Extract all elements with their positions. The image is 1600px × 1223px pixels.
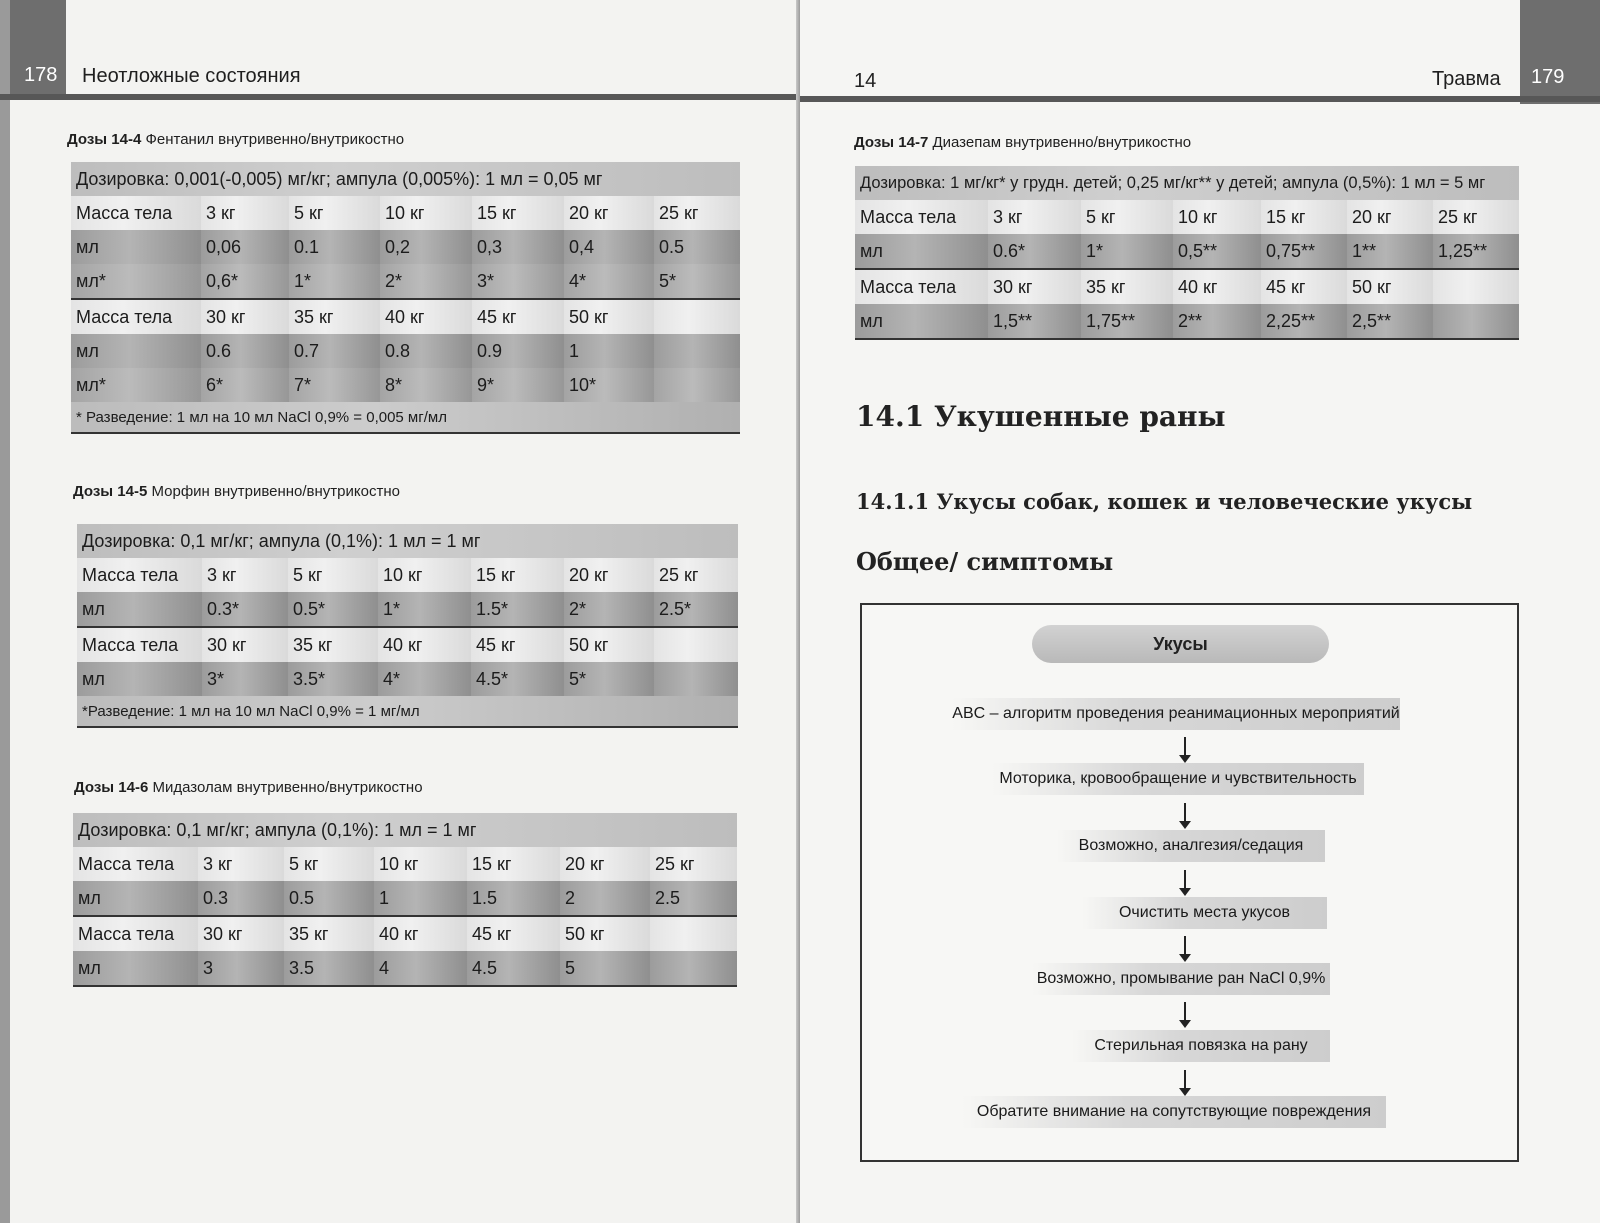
row-label-cell: Масса тела: [73, 847, 198, 881]
flowchart-arrow: [1184, 803, 1186, 823]
ml-row: [77, 592, 738, 627]
row-label-cell: мл: [73, 881, 198, 916]
value-cell: 2.5: [650, 881, 737, 916]
value-cell: 2,5**: [1347, 304, 1433, 339]
top-margin-shade-left: [0, 0, 10, 1223]
table-title-14-6: [74, 779, 423, 796]
ml-row: [71, 334, 740, 368]
value-cell: 2*: [380, 264, 472, 299]
page-number-right: 179: [1531, 66, 1565, 88]
header-rule-right: [800, 96, 1600, 102]
value-cell: 3.5*: [288, 662, 378, 696]
flowchart-step-dressing: Стерильная повязка на рану: [1072, 1030, 1330, 1062]
value-cell: 25 кг: [654, 196, 740, 230]
flowchart-arrow: [1184, 1002, 1186, 1022]
flowchart-arrow: [1184, 936, 1186, 956]
table-title-14-7: [854, 134, 1191, 151]
footnote-row: [71, 402, 740, 433]
value-cell: 0,75**: [1261, 234, 1347, 269]
value-cell: 15 кг: [471, 558, 564, 592]
mass-row: [855, 269, 1519, 304]
value-cell: [654, 368, 740, 402]
value-cell: 5 кг: [284, 847, 374, 881]
row-label-cell: мл: [855, 304, 988, 339]
value-cell: 3*: [472, 264, 564, 299]
value-cell: 10 кг: [1173, 200, 1261, 234]
dilution-note: * Разведение: 1 мл на 10 мл NaCl 0,9% = 0,005 мг/мл: [71, 402, 740, 433]
value-cell: 1**: [1347, 234, 1433, 269]
value-cell: 40 кг: [374, 916, 467, 951]
running-head-left: Неотложные состояния: [82, 65, 301, 87]
value-cell: 3 кг: [201, 196, 289, 230]
flowchart-step-clean: Очистить места укусов: [1082, 897, 1327, 929]
value-cell: 3.5: [284, 951, 374, 986]
value-cell: 0.6*: [988, 234, 1081, 269]
value-cell: 45 кг: [472, 299, 564, 334]
value-cell: 0.5: [284, 881, 374, 916]
value-cell: 0,5**: [1173, 234, 1261, 269]
ml-row: [855, 304, 1519, 339]
subsection-heading: 14.1.1 Укусы собак, кошек и человеческие укусы: [856, 489, 1473, 514]
footnote-row: [77, 696, 738, 727]
dosage-row: [71, 162, 740, 196]
value-cell: [654, 662, 738, 696]
flowchart-step-injuries: Обратите внимание на сопутствующие повреждения: [962, 1096, 1386, 1128]
value-cell: 40 кг: [378, 627, 471, 662]
row-label-cell: Масса тела: [77, 558, 202, 592]
value-cell: 10 кг: [380, 196, 472, 230]
table-caption: Мидазолам внутривенно/внутрикостно: [152, 779, 423, 796]
flowchart-title: Укусы: [1032, 625, 1329, 663]
value-cell: 4.5*: [471, 662, 564, 696]
row-label-cell: мл*: [71, 368, 201, 402]
table-title-14-5: [73, 483, 400, 500]
value-cell: 3 кг: [198, 847, 284, 881]
page-number-left: 178: [24, 64, 58, 86]
flowchart-step-analgesia: Возможно, аналгезия/седация: [1057, 830, 1325, 862]
value-cell: 1,5**: [988, 304, 1081, 339]
value-cell: 2,25**: [1261, 304, 1347, 339]
value-cell: 1: [374, 881, 467, 916]
header-rule-left: [0, 94, 800, 100]
dosage-text: Дозировка: 0,1 мг/кг; ампула (0,1%): 1 мл = 1 мг: [77, 524, 738, 558]
table-label: Дозы 14-6: [74, 779, 149, 796]
value-cell: 8*: [380, 368, 472, 402]
value-cell: 25 кг: [650, 847, 737, 881]
value-cell: 1.5*: [471, 592, 564, 627]
value-cell: 0,3: [472, 230, 564, 264]
value-cell: 5 кг: [288, 558, 378, 592]
value-cell: 0,6*: [201, 264, 289, 299]
value-cell: 35 кг: [1081, 269, 1173, 304]
value-cell: 0,4: [564, 230, 654, 264]
table-caption: Диазепам внутривенно/внутрикостно: [932, 134, 1192, 151]
row-label-cell: Масса тела: [855, 200, 988, 234]
value-cell: 15 кг: [472, 196, 564, 230]
row-label-cell: Масса тела: [71, 196, 201, 230]
dosage-row: [73, 813, 737, 847]
row-label-cell: мл: [855, 234, 988, 269]
value-cell: 0.9: [472, 334, 564, 368]
flowchart-arrow: [1184, 737, 1186, 757]
value-cell: 35 кг: [288, 627, 378, 662]
value-cell: 0,2: [380, 230, 472, 264]
value-cell: 50 кг: [564, 299, 654, 334]
value-cell: 0.7: [289, 334, 380, 368]
value-cell: 20 кг: [564, 558, 654, 592]
value-cell: 5*: [564, 662, 654, 696]
flowchart-step-motor: Моторика, кровообращение и чувствительность: [992, 763, 1364, 795]
value-cell: 10*: [564, 368, 654, 402]
value-cell: 3*: [202, 662, 288, 696]
value-cell: 6*: [201, 368, 289, 402]
value-cell: 0.5*: [288, 592, 378, 627]
mass-row: [71, 299, 740, 334]
value-cell: 30 кг: [202, 627, 288, 662]
dose-table-14-7: [855, 166, 1519, 340]
value-cell: 3: [198, 951, 284, 986]
table-caption: Фентанил внутривенно/внутрикостно: [145, 131, 405, 148]
table-title-14-4: [67, 131, 404, 148]
section-heading: 14.1 Укушенные раны: [856, 400, 1226, 433]
value-cell: 30 кг: [201, 299, 289, 334]
dose-table-14-5: [77, 524, 738, 728]
row-label-cell: мл: [77, 592, 202, 627]
value-cell: 4.5: [467, 951, 560, 986]
value-cell: 1*: [289, 264, 380, 299]
table-label: Дозы 14-5: [73, 483, 148, 500]
value-cell: [654, 627, 738, 662]
flowchart-step-abc: ABC – алгоритм проведения реанимационных мероприятий: [952, 698, 1400, 730]
ml-row: [77, 662, 738, 696]
ml-diluted-row: [71, 264, 740, 299]
value-cell: 0.5: [654, 230, 740, 264]
value-cell: 30 кг: [988, 269, 1081, 304]
value-cell: 4*: [378, 662, 471, 696]
dosage-text: Дозировка: 1 мг/кг* у грудн. детей; 0,25 мг/кг** у детей; ампула (0,5%): 1 мл = 5 мг: [855, 166, 1519, 200]
flowchart-step-irrigation: Возможно, промывание ран NaCl 0,9%: [1032, 963, 1330, 995]
dilution-note: *Разведение: 1 мл на 10 мл NaCl 0,9% = 1 мг/мл: [77, 696, 738, 727]
dose-table-14-4: [71, 162, 740, 434]
row-label-cell: мл: [71, 334, 201, 368]
dose-table-14-6: [73, 813, 737, 987]
chapter-number: 14: [854, 70, 877, 92]
value-cell: [654, 334, 740, 368]
value-cell: 30 кг: [198, 916, 284, 951]
ml-row: [73, 881, 737, 916]
dosage-row: [855, 166, 1519, 200]
value-cell: 3 кг: [988, 200, 1081, 234]
value-cell: [1433, 269, 1519, 304]
subsubsection-heading: Общее/ симптомы: [856, 547, 1114, 576]
value-cell: 1*: [1081, 234, 1173, 269]
value-cell: 45 кг: [467, 916, 560, 951]
row-label-cell: мл*: [71, 264, 201, 299]
bites-flowchart: [860, 603, 1519, 1162]
value-cell: [650, 916, 737, 951]
value-cell: 2: [560, 881, 650, 916]
dosage-text: Дозировка: 0,001(-0,005) мг/кг; ампула (0,005%): 1 мл = 0,05 мг: [71, 162, 740, 196]
value-cell: [1433, 304, 1519, 339]
value-cell: 5 кг: [1081, 200, 1173, 234]
value-cell: 0,06: [201, 230, 289, 264]
value-cell: 20 кг: [564, 196, 654, 230]
dosage-text: Дозировка: 0,1 мг/кг; ампула (0,1%): 1 мл = 1 мг: [73, 813, 737, 847]
value-cell: 40 кг: [380, 299, 472, 334]
value-cell: 9*: [472, 368, 564, 402]
value-cell: 25 кг: [654, 558, 738, 592]
value-cell: 20 кг: [1347, 200, 1433, 234]
dosage-row: [77, 524, 738, 558]
value-cell: 2.5*: [654, 592, 738, 627]
ml-row: [71, 230, 740, 264]
row-label-cell: Масса тела: [73, 916, 198, 951]
value-cell: 1.5: [467, 881, 560, 916]
value-cell: [650, 951, 737, 986]
row-label-cell: Масса тела: [855, 269, 988, 304]
value-cell: 25 кг: [1433, 200, 1519, 234]
mass-row: [71, 196, 740, 230]
value-cell: 4*: [564, 264, 654, 299]
value-cell: 40 кг: [1173, 269, 1261, 304]
row-label-cell: мл: [73, 951, 198, 986]
mass-row: [77, 627, 738, 662]
row-label-cell: Масса тела: [71, 299, 201, 334]
row-label-cell: Масса тела: [77, 627, 202, 662]
value-cell: 35 кг: [289, 299, 380, 334]
value-cell: 5 кг: [289, 196, 380, 230]
table-label: Дозы 14-7: [854, 134, 929, 151]
ml-row: [73, 951, 737, 986]
table-label: Дозы 14-4: [67, 131, 142, 148]
value-cell: 1,25**: [1433, 234, 1519, 269]
value-cell: 0.3*: [202, 592, 288, 627]
flowchart-arrow: [1184, 1070, 1186, 1090]
value-cell: 50 кг: [560, 916, 650, 951]
value-cell: 50 кг: [1347, 269, 1433, 304]
value-cell: 5*: [654, 264, 740, 299]
value-cell: [654, 299, 740, 334]
value-cell: 50 кг: [564, 627, 654, 662]
ml-row: [855, 234, 1519, 269]
value-cell: 4: [374, 951, 467, 986]
value-cell: 2**: [1173, 304, 1261, 339]
mass-row: [73, 847, 737, 881]
running-head-right: Травма: [1432, 68, 1501, 90]
value-cell: 0.3: [198, 881, 284, 916]
mass-row: [855, 200, 1519, 234]
value-cell: 15 кг: [1261, 200, 1347, 234]
value-cell: 7*: [289, 368, 380, 402]
value-cell: 45 кг: [1261, 269, 1347, 304]
value-cell: 35 кг: [284, 916, 374, 951]
flowchart-arrow: [1184, 870, 1186, 890]
mass-row: [77, 558, 738, 592]
value-cell: 10 кг: [378, 558, 471, 592]
mass-row: [73, 916, 737, 951]
value-cell: 3 кг: [202, 558, 288, 592]
table-caption: Морфин внутривенно/внутрикостно: [151, 483, 400, 500]
value-cell: 20 кг: [560, 847, 650, 881]
value-cell: 1: [564, 334, 654, 368]
ml-diluted-row: [71, 368, 740, 402]
value-cell: 2*: [564, 592, 654, 627]
row-label-cell: мл: [71, 230, 201, 264]
row-label-cell: мл: [77, 662, 202, 696]
value-cell: 0.1: [289, 230, 380, 264]
value-cell: 15 кг: [467, 847, 560, 881]
value-cell: 45 кг: [471, 627, 564, 662]
value-cell: 1,75**: [1081, 304, 1173, 339]
value-cell: 1*: [378, 592, 471, 627]
value-cell: 5: [560, 951, 650, 986]
value-cell: 0.8: [380, 334, 472, 368]
value-cell: 10 кг: [374, 847, 467, 881]
value-cell: 0.6: [201, 334, 289, 368]
